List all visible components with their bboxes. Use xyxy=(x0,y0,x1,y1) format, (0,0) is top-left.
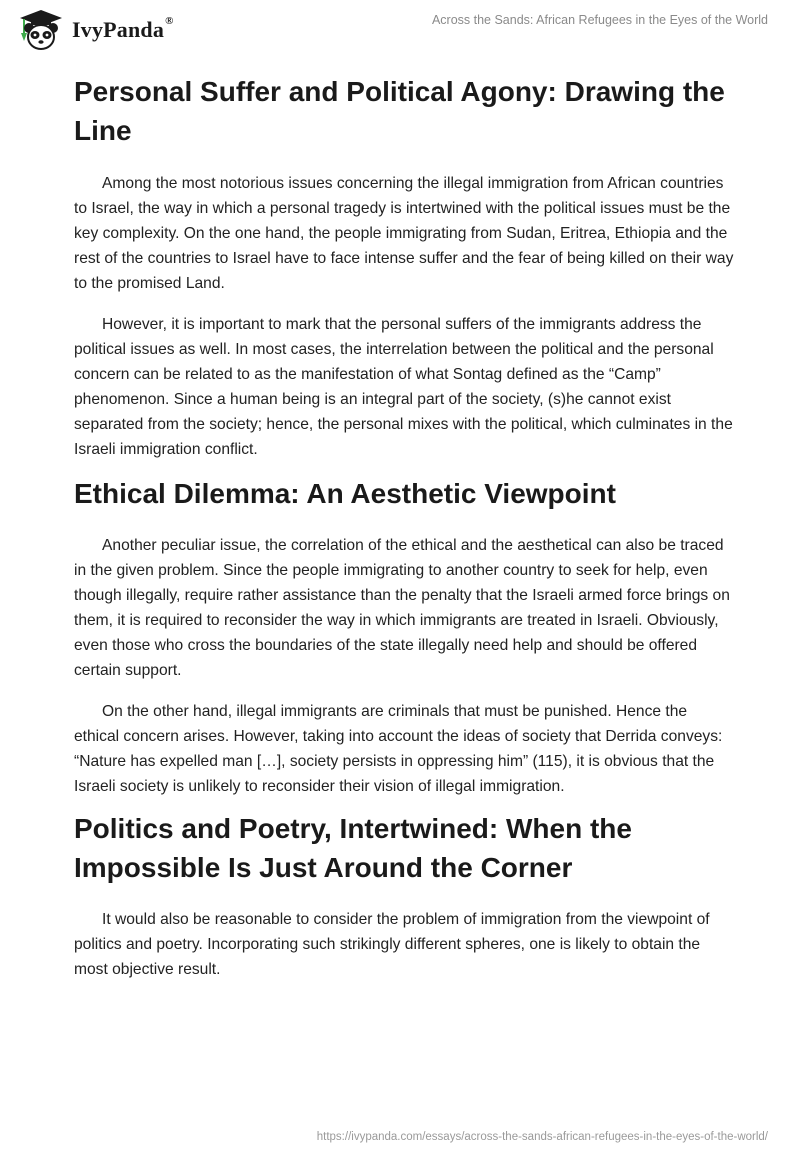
page-header xyxy=(0,0,800,62)
registered-mark: ® xyxy=(165,15,174,27)
paragraph: Among the most notorious issues concerning the illegal immigration from African countries to Israel, the way in which a personal tragedy is intertwined with the political issues must be the key complexity. On the one hand, the people immigrating from Sudan, Eritrea, Ethiopia and the rest of the countries to Israel have to face intense suffer and the fear of being killed on their way to the promised Land. xyxy=(74,175,734,292)
section-heading: Ethical Dilemma: An Aesthetic Viewpoint xyxy=(74,478,616,509)
source-url-link[interactable]: https://ivypanda.com/essays/across-the-sands-african-refugees-in-the-eyes-of-the-world/ xyxy=(316,1131,768,1143)
panda-graduate-icon xyxy=(16,8,66,52)
logo-text: IvyPanda xyxy=(72,17,165,42)
section-heading: Politics and Poetry, Intertwined: When the Impossible Is Just Around the Corner xyxy=(74,813,632,883)
essay-content xyxy=(74,72,734,982)
paragraph: On the other hand, illegal immigrants are criminals that must be punished. Hence the ethical concern arises. However, taking into account the ideas of society that Derrida conveys: “Nature has expelled man […], society persists in oppressing him” (115), it is obvious that the Israeli society is unlikely to reconsider their vision of illegal immigration. xyxy=(74,703,723,795)
section-heading: Personal Suffer and Political Agony: Drawing the Line xyxy=(74,76,725,146)
paragraph: However, it is important to mark that the personal suffers of the immigrants address the political issues as well. In most cases, the interrelation between the political and the personal concern can be related to as the manifestation of what Sontag defined as the “Camp” phenomenon. Since a human being is an integral part of the society, (s)he cannot exist separated from the society; hence, the personal mixes with the political, which culminates in the Israeli immigration conflict. xyxy=(74,316,733,458)
ivypanda-logo[interactable] xyxy=(16,8,174,52)
logo-wordmark xyxy=(72,17,174,43)
document-title: Across the Sands: African Refugees in the Eyes of the World xyxy=(431,13,768,27)
paragraph: It would also be reasonable to consider the problem of immigration from the viewpoint of politics and poetry. Incorporating such strikingly different spheres, one is likely to obtain the most objective result. xyxy=(74,911,710,978)
paragraph: Another peculiar issue, the correlation of the ethical and the aesthetical can also be traced in the given problem. Since the people immigrating to another country to seek for help, even though illegally, require rather assistance than the penalty that the Israeli armed force brings on them, it is required to reconsider the way in which immigrants are treated in Israeli. Obviously, even those who cross the boundaries of the state illegally need help and should be offered certain support. xyxy=(74,537,730,679)
